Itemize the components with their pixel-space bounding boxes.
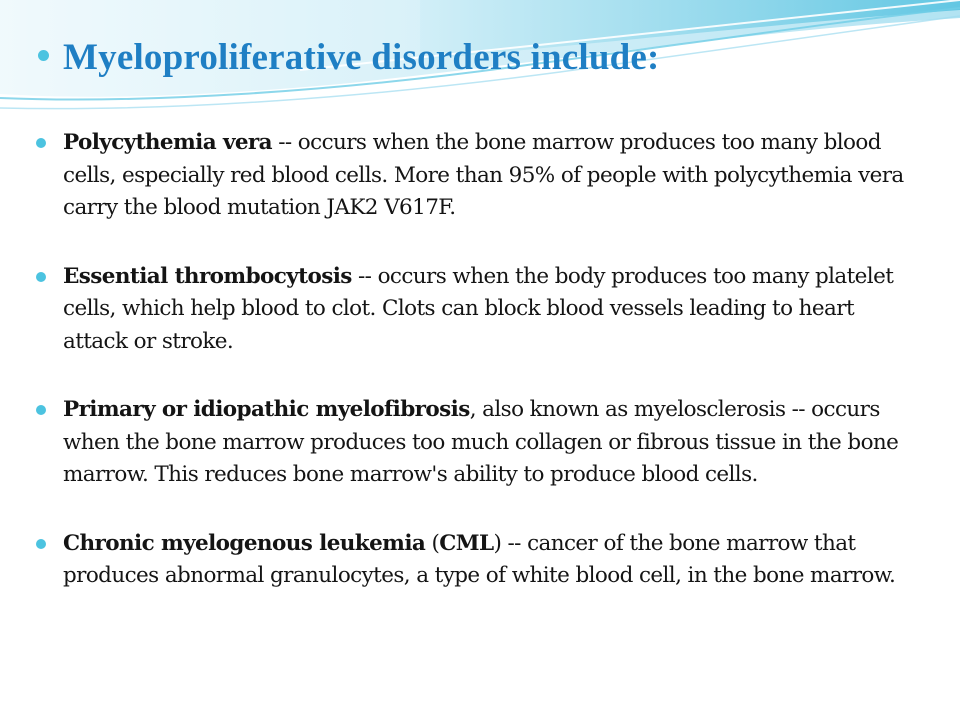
term-paren: (	[425, 530, 440, 556]
list-item-myelofibrosis	[36, 394, 916, 492]
bullet-icon	[36, 138, 46, 148]
bullet-icon	[36, 539, 46, 549]
term-description: , also known as myelosclerosis -- occurs when the bone marrow produces too much collagen or fibrous tissue in the bone marrow. This reduces bone marrow's ability to produce blood cells.	[63, 397, 899, 487]
list-item-text	[63, 528, 916, 593]
list-item-text	[63, 127, 916, 225]
list-item-text	[63, 261, 916, 359]
term-label: Chronic myelogenous leukemia	[63, 530, 426, 556]
term-label: Primary or idiopathic myelofibrosis	[63, 397, 470, 422]
term-description: ) -- cancer of the bone marrow that produces abnormal granulocytes, a type of white blood cell, in the bone marrow.	[63, 530, 896, 588]
list-item-cml	[36, 528, 916, 593]
list-item-essential-thrombocytosis	[36, 261, 916, 359]
bullet-icon	[36, 272, 46, 282]
term-label: Essential thrombocytosis	[63, 263, 352, 289]
slide-title-text: Myeloproliferative disorders include:	[63, 37, 660, 78]
term-description: -- occurs when the bone marrow produces too many blood cells, especially red blood cells. More than 95% of people with polycythemia vera carry the blood mutation JAK2 V617F.	[63, 130, 904, 220]
term-label: Polycythemia vera	[63, 130, 272, 155]
term-description: -- occurs when the body produces too many platelet cells, which help blood to clot. Clots can block blood vessels leading to heart attack or stroke.	[63, 263, 894, 354]
disorder-list	[36, 127, 916, 629]
list-item-polycythemia-vera	[36, 127, 916, 225]
term-abbreviation: CML	[439, 530, 494, 556]
list-item-text	[63, 394, 916, 492]
title-bullet-icon	[38, 50, 49, 61]
bullet-icon	[36, 405, 46, 415]
slide-title	[38, 36, 660, 79]
